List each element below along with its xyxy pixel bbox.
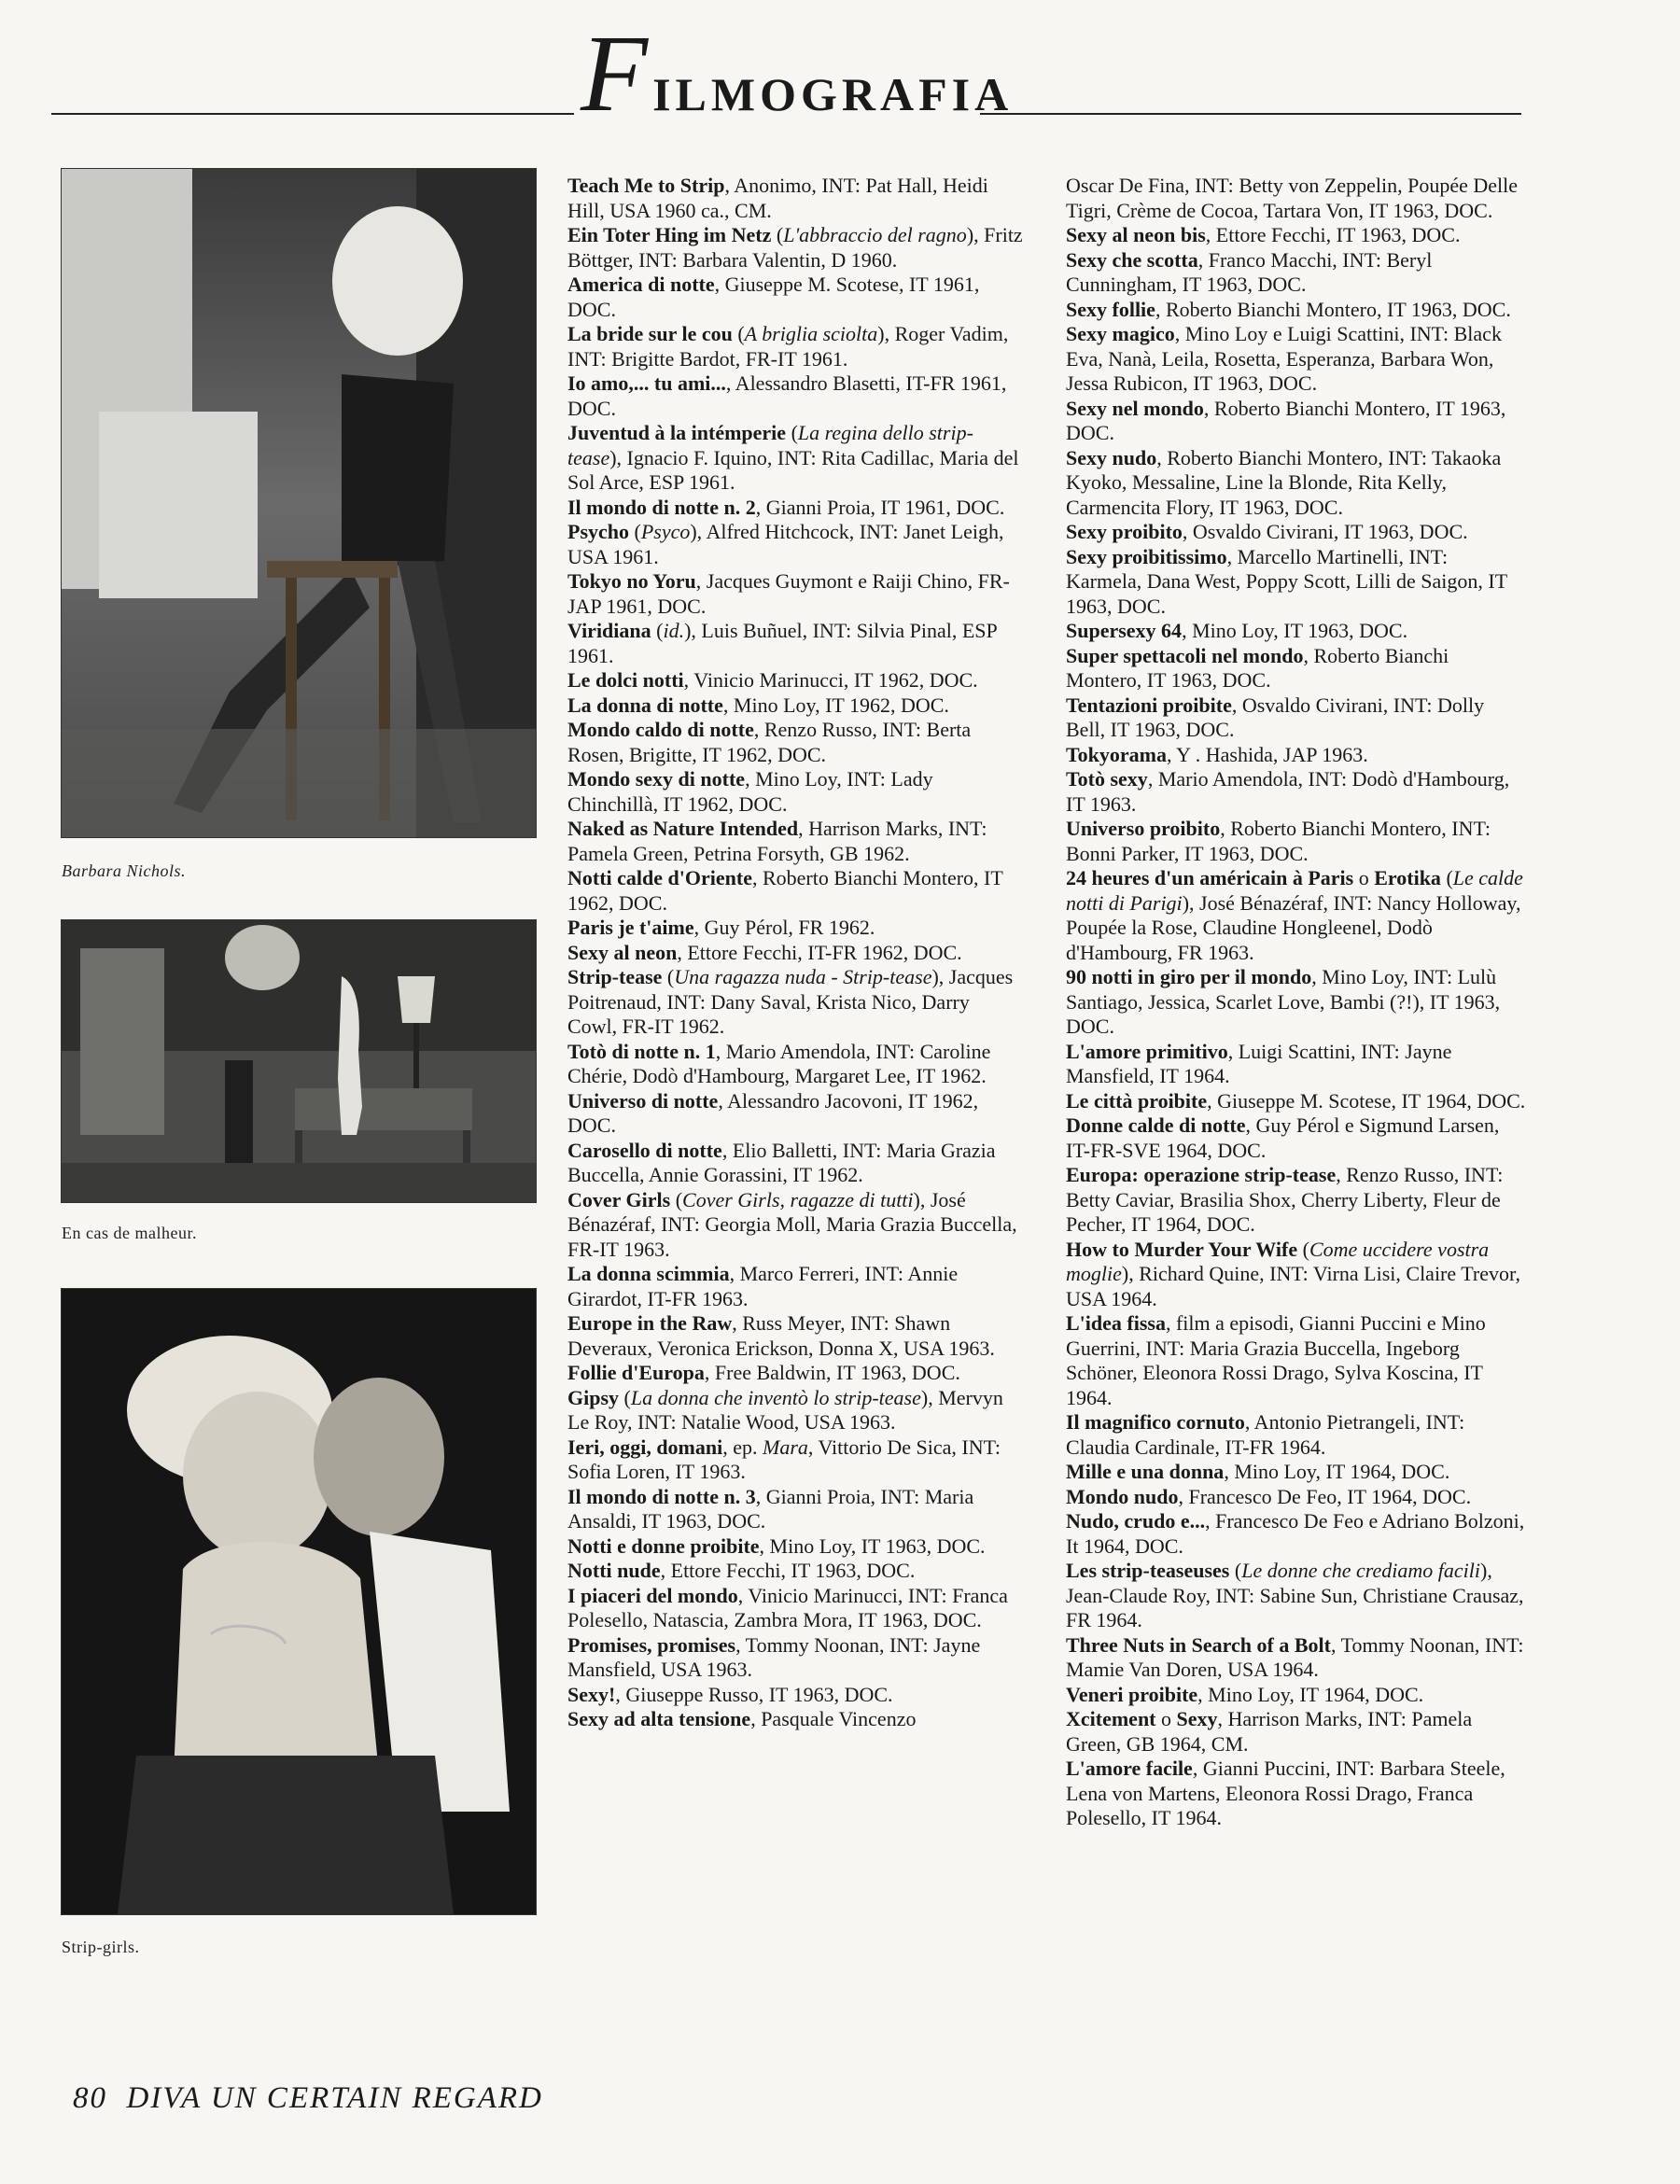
film-credits: ), Jean-Claude Roy, INT: Sabine Sun, Christiane Crausaz, FR 1964. [1066, 1559, 1524, 1631]
film-italian-title: id. [663, 619, 685, 642]
film-entry [1066, 322, 1528, 397]
film-italian-title: Mara [763, 1435, 808, 1459]
film-separator: ( [629, 520, 641, 543]
film-title: L'amore facile [1066, 1757, 1193, 1780]
film-credits: , Osvaldo Civirani, INT: Dolly Bell, IT 1963, DOC. [1066, 693, 1485, 741]
film-title: I piaceri del mondo [567, 1583, 738, 1607]
film-entry [1066, 1460, 1528, 1485]
film-title: Totò di notte n. 1 [567, 1039, 716, 1063]
film-separator: ( [1229, 1559, 1242, 1582]
film-entry [567, 668, 1023, 693]
film-credits: , Ettore Fecchi, IT-FR 1962, DOC. [677, 940, 962, 964]
film-entry [567, 1435, 1023, 1485]
film-credits: , Anonimo, INT: Pat Hall, Heidi Hill, USA 1960 ca., CM. [567, 174, 988, 222]
film-credits: , Gianni Proia, IT 1961, DOC. [755, 495, 1005, 519]
film-entry [1066, 1238, 1528, 1312]
film-entry [567, 322, 1023, 371]
publication-name: DIVA UN CERTAIN REGARD [126, 2081, 543, 2115]
film-entry [1066, 223, 1528, 248]
film-entry [567, 916, 1023, 941]
film-entry [567, 496, 1023, 521]
film-entry [567, 1040, 1023, 1089]
film-entry [1066, 1707, 1528, 1757]
film-title: How to Murder Your Wife [1066, 1237, 1298, 1261]
film-entry [1066, 446, 1528, 521]
film-title: L'amore primitivo [1066, 1039, 1228, 1063]
film-title: Paris je t'aime [567, 916, 694, 939]
film-credits: , Franco Macchi, INT: Beryl Cunningham, IT 1963, DOC. [1066, 247, 1433, 296]
film-credits: ), José Bénazéraf, INT: Georgia Moll, Maria Grazia Buccella, FR-IT 1963. [567, 1187, 1017, 1261]
film-entry [1066, 397, 1528, 446]
film-credits: , Ettore Fecchi, IT 1963, DOC. [1205, 223, 1461, 246]
film-entry [567, 1188, 1023, 1263]
film-credits: , Tommy Noonan, INT: Mamie Van Doren, USA 1964. [1066, 1632, 1524, 1681]
film-separator: o [1155, 1707, 1177, 1730]
film-separator: ( [1440, 866, 1453, 889]
film-entry [567, 371, 1023, 421]
film-credits: , Renzo Russo, INT: Betty Caviar, Brasilia Shox, Cherry Liberty, Fleur de Pecher, IT 1964, DOC. [1066, 1163, 1504, 1236]
film-credits: , Free Baldwin, IT 1963, DOC. [704, 1361, 960, 1384]
photo-barbara-nichols [61, 168, 537, 838]
film-credits: , Mino Loy, INT: Lady Chinchillà, IT 1962, DOC. [567, 767, 933, 816]
film-entry [1066, 298, 1528, 323]
film-title: Gipsy [567, 1385, 620, 1409]
film-entry [1066, 1485, 1528, 1510]
film-credits: ), Mervyn Le Roy, INT: Natalie Wood, USA 1963. [567, 1385, 1003, 1434]
film-title: La donna di notte [567, 693, 723, 717]
film-entry [567, 273, 1023, 322]
film-entry [1066, 1163, 1528, 1238]
film-entry [1066, 965, 1528, 1040]
film-credits: ), Alfred Hitchcock, INT: Janet Leigh, USA 1961. [567, 520, 1004, 568]
film-separator: o [1353, 866, 1375, 889]
film-entry [567, 866, 1023, 916]
film-credits: , Russ Meyer, INT: Shawn Deveraux, Veronica Erickson, Donna X, USA 1963. [567, 1311, 995, 1360]
film-credits: , Harrison Marks, INT: Pamela Green, GB 1964, CM. [1066, 1707, 1473, 1756]
film-credits: , Vinicio Marinucci, INT: Franca Polesello, Natascia, Zambra Mora, IT 1963, DOC. [567, 1583, 1008, 1631]
film-title: Universo proibito [1066, 817, 1221, 840]
film-credits: , Renzo Russo, INT: Berta Rosen, Brigitte, IT 1962, DOC. [567, 718, 972, 766]
film-title: 90 notti in giro per il mondo [1066, 965, 1312, 988]
film-title: Xcitement [1066, 1707, 1156, 1730]
film-credits: , Giuseppe Russo, IT 1963, DOC. [615, 1682, 893, 1706]
film-title: Tentazioni proibite [1066, 693, 1232, 717]
film-title: Veneri proibite [1066, 1682, 1198, 1706]
title-rest: ILMOGRAFIA [652, 68, 1014, 120]
film-title: Naked as Nature Intended [567, 817, 799, 840]
film-entry [567, 965, 1023, 1040]
film-title: Notti e donne proibite [567, 1533, 760, 1558]
film-credits: Oscar De Fina, INT: Betty von Zeppelin, Poupée Delle Tigri, Crème de Cocoa, Tartara Von, IT 1963, DOC. [1066, 174, 1518, 222]
film-title: L'idea fissa [1066, 1311, 1166, 1335]
film-italian-title: Come uccidere vostra moglie [1066, 1237, 1490, 1285]
film-separator: ( [732, 322, 745, 345]
film-separator: ( [771, 223, 784, 246]
film-credits: , Roberto Bianchi Montero, INT: Bonni Parker, IT 1963, DOC. [1066, 817, 1491, 865]
film-credits: , Mino Loy e Luigi Scattini, INT: Black Eva, Nanà, Leila, Rosetta, Esperanza, Barbara Won, Jessa Rubicon, IT 1963, DOC. [1066, 322, 1502, 395]
film-entry [1066, 1633, 1528, 1683]
film-entry [1066, 1509, 1528, 1559]
film-title: Il magnifico cornuto [1066, 1410, 1245, 1434]
film-credits: ), Fritz Böttger, INT: Barbara Valentin, D 1960. [567, 223, 1023, 272]
film-separator: ( [662, 965, 675, 988]
film-entry [1066, 248, 1528, 298]
film-entry [567, 1683, 1023, 1708]
film-entry [567, 817, 1023, 866]
film-credits: , Mino Loy, INT: Lulù Santiago, Jessica, Scarlet Love, Bambi (?!), IT 1963, DOC. [1066, 965, 1501, 1038]
page-number: 80 [73, 2081, 107, 2115]
film-credits: , Mino Loy, IT 1963, DOC. [1182, 619, 1408, 642]
film-title: Sexy nel mondo [1066, 396, 1204, 420]
film-italian-title: L'abbraccio del ragno [783, 223, 967, 246]
film-entry [567, 1089, 1023, 1139]
caption-photo-2: En cas de malheur. [62, 1224, 197, 1242]
film-credits: , Francesco De Feo e Adriano Bolzoni, It 1964, DOC. [1066, 1509, 1525, 1558]
header-rule-right [980, 113, 1521, 115]
film-alt-title: Sexy [1176, 1707, 1218, 1730]
film-title: Les strip-teaseuses [1066, 1559, 1230, 1582]
film-credits: ), Richard Quine, INT: Virna Lisi, Claire Trevor, USA 1964. [1066, 1262, 1520, 1310]
film-entry [567, 1311, 1023, 1361]
film-credits: , Mino Loy, IT 1964, DOC. [1224, 1460, 1450, 1483]
film-entry [567, 1633, 1023, 1683]
film-entry [567, 174, 1023, 223]
page-footer [73, 2081, 543, 2116]
film-credits: , Ettore Fecchi, IT 1963, DOC. [660, 1559, 916, 1582]
film-title: Sexy al neon [567, 940, 678, 964]
film-credits: , Y . Hashida, JAP 1963. [1166, 742, 1368, 766]
film-title: Universo di notte [567, 1088, 719, 1113]
film-title: Europa: operazione strip-tease [1066, 1163, 1337, 1186]
film-title: Totò sexy [1066, 767, 1148, 791]
film-title: America di notte [567, 273, 715, 296]
film-credits: , Vinicio Marinucci, IT 1962, DOC. [683, 668, 978, 692]
film-entry [1066, 619, 1528, 644]
film-entry [567, 520, 1023, 569]
film-credits: ), Jacques Poitrenaud, INT: Dany Saval, Krista Nico, Darry Cowl, FR-IT 1962. [567, 965, 1014, 1038]
film-entry [567, 1262, 1023, 1311]
page-title [581, 12, 1014, 134]
film-title: Sexy nudo [1066, 445, 1157, 469]
film-entry [567, 767, 1023, 817]
caption-photo-3: Strip-girls. [62, 1938, 140, 1956]
film-entry [1066, 817, 1528, 866]
film-credits: ), Luis Buñuel, INT: Silvia Pinal, ESP 1961. [567, 619, 997, 667]
film-credits: , Antonio Pietrangeli, INT: Claudia Cardinale, IT-FR 1964. [1066, 1410, 1465, 1459]
film-credits: , Francesco De Feo, IT 1964, DOC. [1178, 1484, 1472, 1508]
film-credits: , Vittorio De Sica, INT: Sofia Loren, IT 1963. [567, 1435, 1001, 1483]
film-title: Sexy! [567, 1682, 616, 1706]
film-title: Three Nuts in Search of a Bolt [1066, 1632, 1331, 1657]
film-title: Carosello di notte [567, 1138, 722, 1162]
photo-strip-girls [61, 1288, 537, 1915]
film-credits: , Jacques Guymont e Raiji Chino, FR-JAP 1961, DOC. [567, 569, 1010, 618]
film-credits: , Harrison Marks, INT: Pamela Green, Petrina Forsyth, GB 1962. [567, 817, 987, 865]
title-initial: F [581, 12, 653, 134]
film-title: Ein Toter Hing im Netz [567, 223, 772, 246]
film-entry [567, 1707, 1023, 1732]
photo-en-cas-de-malheur [61, 919, 537, 1203]
film-title: Teach Me to Strip [567, 174, 725, 197]
film-credits: , Marcello Martinelli, INT: Karmela, Dana West, Poppy Scott, Lilli de Saigon, IT 1963, DOC. [1066, 544, 1507, 618]
film-title: Mondo sexy di notte [567, 767, 746, 791]
film-credits: , Tommy Noonan, INT: Jayne Mansfield, USA 1963. [567, 1632, 981, 1681]
film-title: Sexy al neon bis [1066, 223, 1206, 246]
film-entry [1066, 545, 1528, 620]
film-credits: , Mario Amendola, INT: Caroline Chérie, Dodò d'Hambourg, Margaret Lee, IT 1962. [567, 1039, 991, 1087]
film-title: Le dolci notti [567, 668, 684, 692]
film-entry [1066, 1410, 1528, 1460]
film-title: Psycho [567, 520, 629, 543]
film-separator: ( [786, 421, 798, 444]
film-credits: , Pasquale Vincenzo [750, 1707, 917, 1730]
film-italian-title: Una ragazza nuda - Strip-tease [674, 965, 932, 988]
film-credits: , Guy Pérol, FR 1962. [693, 916, 875, 939]
film-title: Mondo nudo [1066, 1484, 1179, 1508]
film-entry [1066, 1040, 1528, 1089]
film-credits: , Mario Amendola, INT: Dodò d'Hambourg, IT 1963. [1066, 767, 1510, 816]
film-entry [1066, 174, 1528, 223]
header-rule-left [51, 113, 574, 115]
film-entry [1066, 1757, 1528, 1831]
film-title: Sexy proibito [1066, 520, 1183, 543]
film-entry [1066, 644, 1528, 693]
film-credits: , Giuseppe M. Scotese, IT 1964, DOC. [1207, 1088, 1526, 1113]
film-title: Cover Girls [567, 1187, 671, 1211]
film-entry [1066, 743, 1528, 768]
film-title: Europe in the Raw [567, 1311, 733, 1335]
film-separator: ( [1297, 1237, 1309, 1261]
film-separator: ( [651, 619, 664, 642]
film-title: Sexy che scotta [1066, 247, 1198, 272]
film-title: Notti nude [567, 1559, 661, 1582]
film-credits: , Alessandro Jacovoni, IT 1962, DOC. [567, 1088, 979, 1137]
film-title: Ieri, oggi, domani [567, 1435, 723, 1459]
film-credits: , Luigi Scattini, INT: Jayne Mansfield, IT 1964. [1066, 1039, 1452, 1087]
film-credits: , Roberto Bianchi Montero, IT 1962, DOC. [567, 866, 1003, 915]
film-credits: ), Ignacio F. Iquino, INT: Rita Cadillac, Maria del Sol Arce, ESP 1961. [567, 445, 1019, 494]
film-title: Il mondo di notte n. 2 [567, 495, 756, 519]
film-credits: , Roberto Bianchi Montero, INT: Takaoka Kyoko, Messaline, Line la Blonde, Rita Kelly, Carmencita Flory, IT 1963, DOC. [1066, 445, 1502, 519]
film-entry [567, 1559, 1023, 1584]
film-italian-title: Psyco [640, 520, 691, 543]
film-title: Tokyorama [1066, 742, 1167, 766]
film-credits: , Giuseppe M. Scotese, IT 1961, DOC. [567, 273, 980, 321]
film-entry [1066, 693, 1528, 743]
film-title: Sexy follie [1066, 297, 1155, 321]
film-entry [567, 941, 1023, 966]
film-title: Nudo, crudo e... [1066, 1509, 1206, 1533]
film-title: Viridiana [567, 619, 651, 642]
film-credits: ), Roger Vadim, INT: Brigitte Bardot, FR-IT 1961. [567, 322, 1009, 371]
film-entry [567, 421, 1023, 496]
film-italian-title: Le donne che crediamo facili [1241, 1559, 1480, 1582]
film-title: 24 heures d'un américain à Paris [1066, 866, 1354, 889]
film-entry [1066, 1559, 1528, 1633]
film-title: Tokyo no Yoru [567, 569, 696, 593]
film-credits: , Alessandro Blasetti, IT-FR 1961, DOC. [567, 371, 1007, 420]
film-credits: , Roberto Bianchi Montero, IT 1963, DOC. [1066, 396, 1506, 444]
film-title: Super spettacoli nel mondo [1066, 643, 1304, 667]
film-title: La bride sur le cou [567, 322, 733, 345]
film-title: Promises, promises [567, 1632, 736, 1657]
film-entry [567, 718, 1023, 767]
film-title: Il mondo di notte n. 3 [567, 1484, 756, 1508]
film-entry [1066, 520, 1528, 545]
film-alt-title: Erotika [1374, 866, 1441, 889]
film-title: Le città proibite [1066, 1088, 1208, 1113]
film-credits: , Gianni Puccini, INT: Barbara Steele, Lena von Martens, Eleonora Rossi Drago, Franca Polesello, IT 1964. [1066, 1757, 1505, 1829]
film-title: Juventud à la intémperie [567, 421, 787, 444]
film-title: Strip-tease [567, 965, 663, 988]
film-separator: ( [670, 1187, 683, 1211]
film-entry [567, 223, 1023, 273]
film-credits: , Gianni Proia, INT: Maria Ansaldi, IT 1963, DOC. [567, 1484, 974, 1533]
filmography-column-1 [567, 174, 1023, 1732]
film-credits: , Mino Loy, IT 1963, DOC. [759, 1533, 986, 1558]
film-title: La donna scimmia [567, 1262, 730, 1285]
film-credits: , Roberto Bianchi Montero, IT 1963, DOC. [1155, 297, 1511, 321]
film-credits: ), José Bénazéraf, INT: Nancy Holloway, Poupée la Rose, Claudine Hongleenel, Dodò d'Hambourg, FR 1963. [1066, 890, 1521, 964]
film-title: Sexy magico [1066, 322, 1175, 345]
film-entry [567, 619, 1023, 668]
film-entry [567, 1386, 1023, 1435]
film-entry [567, 693, 1023, 719]
film-entry [1066, 1683, 1528, 1708]
film-italian-title: La donna che inventò lo strip-tease [630, 1385, 921, 1409]
film-italian-title: La regina dello strip-tease [567, 421, 973, 469]
film-title: Io amo,... tu ami... [567, 371, 726, 395]
film-italian-title: Le calde notti di Parigi [1066, 866, 1523, 915]
film-entry [567, 1534, 1023, 1560]
film-italian-title: A briglia sciolta [744, 322, 878, 345]
film-entry [567, 1139, 1023, 1188]
film-title: Mille e una donna [1066, 1460, 1225, 1483]
film-credits: , Guy Pérol e Sigmund Larsen, IT-FR-SVE 1964, DOC. [1066, 1113, 1500, 1162]
film-entry [567, 1361, 1023, 1386]
film-entry [1066, 1113, 1528, 1163]
film-title: Follie d'Europa [567, 1361, 705, 1384]
film-entry [1066, 1089, 1528, 1114]
filmography-column-2 [1066, 174, 1528, 1831]
film-entry [567, 569, 1023, 619]
film-credits: , Osvaldo Civirani, IT 1963, DOC. [1182, 520, 1468, 543]
film-credits: , Marco Ferreri, INT: Annie Girardot, IT-FR 1963. [567, 1262, 959, 1310]
film-credits: , film a episodi, Gianni Puccini e Mino Guerrini, INT: Maria Grazia Buccella, Ingeborg Schöner, Eleonora Rossi Drago, Sylva Koscina, IT 1964. [1066, 1311, 1486, 1409]
film-credits: , Roberto Bianchi Montero, IT 1963, DOC. [1066, 643, 1449, 692]
caption-photo-1: Barbara Nichols. [62, 861, 187, 880]
film-entry [1066, 1311, 1528, 1410]
film-separator: , ep. [722, 1435, 763, 1459]
film-entry [567, 1584, 1023, 1633]
film-entry [567, 1485, 1023, 1534]
film-title: Mondo caldo di notte [567, 718, 754, 741]
film-title: Supersexy 64 [1066, 619, 1183, 642]
film-credits: , Mino Loy, IT 1964, DOC. [1197, 1682, 1424, 1706]
film-italian-title: Cover Girls, ragazze di tutti [682, 1187, 914, 1211]
film-credits: , Mino Loy, IT 1962, DOC. [722, 693, 949, 717]
film-title: Donne calde di notte [1066, 1113, 1246, 1137]
film-title: Sexy proibitissimo [1066, 544, 1227, 568]
film-entry [1066, 767, 1528, 817]
film-title: Notti calde d'Oriente [567, 866, 752, 889]
film-separator: ( [619, 1385, 631, 1409]
film-title: Sexy ad alta tensione [567, 1707, 751, 1730]
film-credits: , Elio Balletti, INT: Maria Grazia Buccella, Annie Gorassini, IT 1962. [567, 1138, 996, 1186]
film-entry [1066, 866, 1528, 965]
